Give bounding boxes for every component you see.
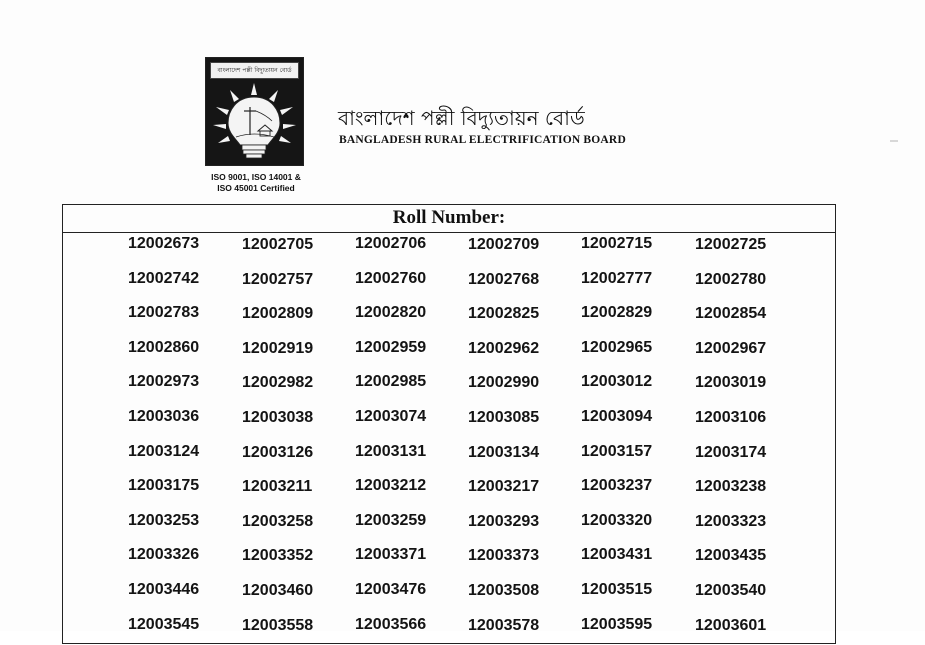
roll-number-cell: 12002715 xyxy=(581,235,653,252)
roll-number-cell: 12002673 xyxy=(128,235,200,252)
roll-number-cell: 12002919 xyxy=(242,340,314,357)
roll-number-cell: 12003259 xyxy=(355,512,427,529)
org-name-bangla: বাংলাদেশ পল্লী বিদ্যুতায়ন বোর্ড xyxy=(338,106,585,130)
roll-number-cell: 12002860 xyxy=(128,339,200,356)
roll-number-cell: 12002742 xyxy=(128,270,200,287)
roll-number-cell: 12003253 xyxy=(128,512,200,529)
roll-number-cell: 12003435 xyxy=(695,547,767,564)
roll-number-cell: 12003174 xyxy=(695,444,767,461)
roll-number-cell: 12002760 xyxy=(355,270,427,287)
roll-number-cell: 12002820 xyxy=(355,304,427,321)
roll-number-cell: 12002825 xyxy=(468,305,540,322)
roll-number-cell: 12003237 xyxy=(581,477,653,494)
roll-number-cell: 12002959 xyxy=(355,339,427,356)
roll-number-cell: 12003595 xyxy=(581,616,653,633)
roll-number-cell: 12002777 xyxy=(581,270,653,287)
roll-number-cell: 12002967 xyxy=(695,340,767,357)
roll-number-cell: 12003558 xyxy=(242,617,314,634)
roll-number-cell: 12002982 xyxy=(242,374,314,391)
roll-number-cell: 12003540 xyxy=(695,582,767,599)
roll-number-cell: 12003134 xyxy=(468,444,540,461)
roll-number-cell: 12003545 xyxy=(128,616,200,633)
iso-line-2: ISO 45001 Certified xyxy=(217,183,295,193)
roll-number-cell: 12003074 xyxy=(355,408,427,425)
roll-number-cell: 12003515 xyxy=(581,581,653,598)
roll-number-cell: 12002973 xyxy=(128,373,200,390)
roll-number-cell: 12003217 xyxy=(468,478,540,495)
roll-number-cell: 12003258 xyxy=(242,513,314,530)
roll-number-cell: 12002757 xyxy=(242,271,314,288)
roll-number-cell: 12003157 xyxy=(581,443,653,460)
roll-number-cell: 12003131 xyxy=(355,443,427,460)
table-title: Roll Number: xyxy=(63,205,835,233)
logo-banner: বাংলাদেশ পল্লী বিদ্যুতায়ন বোর্ড xyxy=(210,62,299,79)
roll-number-cell: 12003431 xyxy=(581,546,653,563)
roll-number-cell: 12003326 xyxy=(128,546,200,563)
roll-number-cell: 12003476 xyxy=(355,581,427,598)
roll-number-cell: 12002962 xyxy=(468,340,540,357)
roll-number-cell: 12003352 xyxy=(242,547,314,564)
roll-number-cell: 12002854 xyxy=(695,305,767,322)
roll-number-cell: 12002709 xyxy=(468,236,540,253)
roll-number-cell: 12002725 xyxy=(695,236,767,253)
roll-number-cell: 12002985 xyxy=(355,373,427,390)
roll-number-cell: 12003320 xyxy=(581,512,653,529)
org-name-english: BANGLADESH RURAL ELECTRIFICATION BOARD xyxy=(339,134,626,146)
roll-number-cell: 12003211 xyxy=(242,478,313,495)
roll-number-cell: 12003124 xyxy=(128,443,200,460)
scan-mark xyxy=(890,140,898,142)
roll-number-cell: 12003446 xyxy=(128,581,200,598)
roll-number-cell: 12003601 xyxy=(695,617,767,634)
roll-number-cell: 12003012 xyxy=(581,373,653,390)
roll-number-cell: 12003019 xyxy=(695,374,767,391)
roll-number-cell: 12002783 xyxy=(128,304,200,321)
roll-number-cell: 12003094 xyxy=(581,408,653,425)
roll-number-cell: 12003566 xyxy=(355,616,427,633)
roll-number-cell: 12003371 xyxy=(355,546,427,563)
roll-number-cell: 12003175 xyxy=(128,477,200,494)
roll-number-cell: 12003238 xyxy=(695,478,767,495)
roll-number-cell: 12002809 xyxy=(242,305,314,322)
roll-number-cell: 12003106 xyxy=(695,409,767,426)
roll-number-cell: 12003508 xyxy=(468,582,540,599)
roll-number-cell: 12003293 xyxy=(468,513,540,530)
roll-number-cell: 12003460 xyxy=(242,582,314,599)
roll-number-table xyxy=(62,204,836,644)
roll-number-cell: 12003126 xyxy=(242,444,314,461)
roll-number-cell: 12003212 xyxy=(355,477,427,494)
breb-logo xyxy=(205,57,304,166)
roll-number-cell: 12002965 xyxy=(581,339,653,356)
iso-line-1: ISO 9001, ISO 14001 & xyxy=(211,172,301,182)
roll-number-cell: 12002780 xyxy=(695,271,767,288)
roll-number-cell: 12003373 xyxy=(468,547,540,564)
roll-number-cell: 12002706 xyxy=(355,235,427,252)
roll-number-cell: 12002990 xyxy=(468,374,540,391)
roll-number-cell: 12003323 xyxy=(695,513,767,530)
lightbulb-logo-icon xyxy=(210,81,299,163)
roll-number-cell: 12002705 xyxy=(242,236,314,253)
roll-number-cell: 12003038 xyxy=(242,409,314,426)
roll-number-cell: 12003036 xyxy=(128,408,200,425)
roll-number-grid xyxy=(63,205,837,645)
roll-number-cell: 12002768 xyxy=(468,271,540,288)
iso-certification-caption xyxy=(196,172,316,194)
roll-number-cell: 12003085 xyxy=(468,409,540,426)
roll-number-cell: 12002829 xyxy=(581,304,653,321)
roll-number-cell: 12003578 xyxy=(468,617,540,634)
